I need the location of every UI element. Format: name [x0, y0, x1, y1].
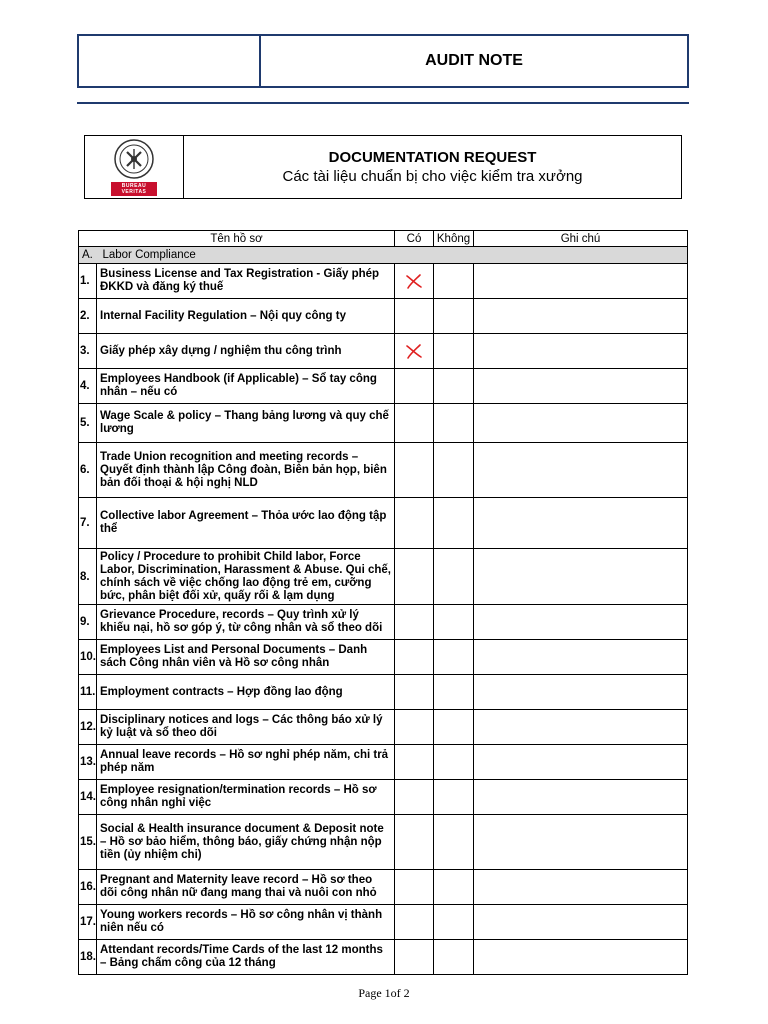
row-number: 5. — [79, 404, 97, 443]
row-yes-cell[interactable] — [395, 443, 434, 498]
row-yes-cell[interactable] — [395, 264, 434, 299]
row-yes-cell[interactable] — [395, 815, 434, 870]
table-row — [79, 498, 688, 549]
row-yes-cell[interactable] — [395, 675, 434, 710]
header-notes: Ghi chú — [474, 231, 688, 247]
row-number: 1. — [79, 264, 97, 299]
row-number: 10. — [79, 640, 97, 675]
table-row — [79, 940, 688, 975]
header-no: Không — [434, 231, 474, 247]
row-number: 14. — [79, 780, 97, 815]
audit-note-title: AUDIT NOTE — [425, 52, 523, 69]
row-note-cell[interactable] — [474, 369, 688, 404]
table-header-row — [79, 231, 688, 247]
bureau-veritas-logo — [85, 136, 184, 198]
row-document-name: Giấy phép xây dựng / nghiệm thu công trình — [97, 334, 395, 369]
row-no-cell[interactable] — [434, 264, 474, 299]
header-blank-cell — [79, 36, 261, 86]
row-document-name: Internal Facility Regulation – Nội quy công ty — [97, 299, 395, 334]
row-document-name: Social & Health insurance document & Deposit note – Hồ sơ bảo hiểm, thông báo, giấy chứng nhận nộp tiền (ủy nhiệm chi) — [97, 815, 395, 870]
section-label-cell — [79, 247, 688, 264]
row-note-cell[interactable] — [474, 745, 688, 780]
table-row — [79, 640, 688, 675]
table-row — [79, 549, 688, 605]
row-number: 4. — [79, 369, 97, 404]
header-yes: Có — [395, 231, 434, 247]
row-number: 15. — [79, 815, 97, 870]
row-number: 6. — [79, 443, 97, 498]
row-note-cell[interactable] — [474, 780, 688, 815]
row-number: 2. — [79, 299, 97, 334]
row-document-name: Disciplinary notices and logs – Các thông báo xử lý kỷ luật và sổ theo dõi — [97, 710, 395, 745]
row-no-cell[interactable] — [434, 299, 474, 334]
table-row — [79, 905, 688, 940]
row-yes-cell[interactable] — [395, 640, 434, 675]
row-note-cell[interactable] — [474, 404, 688, 443]
documentation-request-box — [84, 135, 682, 199]
row-no-cell[interactable] — [434, 815, 474, 870]
table-row — [79, 443, 688, 498]
row-number: 3. — [79, 334, 97, 369]
row-note-cell[interactable] — [474, 549, 688, 605]
row-yes-cell[interactable] — [395, 605, 434, 640]
row-document-name: Employment contracts – Hợp đồng lao động — [97, 675, 395, 710]
table-row — [79, 404, 688, 443]
row-note-cell[interactable] — [474, 710, 688, 745]
documentation-request-subtitle: Các tài liệu chuẩn bị cho việc kiểm tra xưởng — [282, 168, 583, 185]
row-note-cell[interactable] — [474, 675, 688, 710]
section-label: Labor Compliance — [102, 249, 196, 261]
audit-note-header — [77, 34, 689, 88]
table-row — [79, 745, 688, 780]
row-document-name: Pregnant and Maternity leave record – Hồ sơ theo dõi công nhân nữ đang mang thai và nuôi con nhỏ — [97, 870, 395, 905]
row-yes-cell[interactable] — [395, 404, 434, 443]
row-note-cell[interactable] — [474, 940, 688, 975]
row-document-name: Trade Union recognition and meeting records – Quyết định thành lập Công đoàn, Biên bản họp, biên bản đối thoại & hội nghị NLD — [97, 443, 395, 498]
row-no-cell[interactable] — [434, 745, 474, 780]
row-note-cell[interactable] — [474, 334, 688, 369]
row-note-cell[interactable] — [474, 299, 688, 334]
row-document-name: Employee resignation/termination records – Hồ sơ công nhân nghỉ việc — [97, 780, 395, 815]
section-row-labor-compliance — [79, 247, 688, 264]
row-document-name: Collective labor Agreement – Thỏa ước lao động tập thể — [97, 498, 395, 549]
logo-red-band — [111, 182, 157, 196]
row-no-cell[interactable] — [434, 404, 474, 443]
row-yes-cell[interactable] — [395, 549, 434, 605]
red-x-mark-icon — [404, 342, 424, 360]
row-yes-cell[interactable] — [395, 745, 434, 780]
row-document-name: Young workers records – Hồ sơ công nhân vị thành niên nếu có — [97, 905, 395, 940]
row-number: 16. — [79, 870, 97, 905]
row-yes-cell[interactable] — [395, 870, 434, 905]
row-number: 18. — [79, 940, 97, 975]
row-number: 17. — [79, 905, 97, 940]
row-note-cell[interactable] — [474, 640, 688, 675]
row-yes-cell[interactable] — [395, 780, 434, 815]
table-row — [79, 870, 688, 905]
section-letter: A. — [82, 249, 93, 261]
row-yes-cell[interactable] — [395, 710, 434, 745]
row-yes-cell[interactable] — [395, 334, 434, 369]
row-note-cell[interactable] — [474, 870, 688, 905]
logo-text-bureau: BUREAU — [121, 183, 147, 189]
table-row — [79, 369, 688, 404]
row-no-cell[interactable] — [434, 640, 474, 675]
row-no-cell[interactable] — [434, 334, 474, 369]
row-yes-cell[interactable] — [395, 905, 434, 940]
table-row — [79, 780, 688, 815]
row-document-name: Business License and Tax Registration - Giấy phép ĐKKD và đăng ký thuế — [97, 264, 395, 299]
row-no-cell[interactable] — [434, 443, 474, 498]
table-row — [79, 675, 688, 710]
row-document-name: Policy / Procedure to prohibit Child labor, Force Labor, Discrimination, Harassment & Abuse. Qui chế, chính sách về việc chống lao động trẻ em, cưỡng bức, phân biệt đối xử, quấy rối & lạm dụng — [97, 549, 395, 605]
row-no-cell[interactable] — [434, 940, 474, 975]
logo-text-veritas: VERITAS — [121, 189, 147, 195]
row-no-cell[interactable] — [434, 905, 474, 940]
row-note-cell[interactable] — [474, 815, 688, 870]
header-document-name: Tên hồ sơ — [79, 231, 395, 247]
row-yes-cell[interactable] — [395, 940, 434, 975]
row-note-cell[interactable] — [474, 605, 688, 640]
row-number: 13. — [79, 745, 97, 780]
table-row — [79, 710, 688, 745]
row-yes-cell[interactable] — [395, 299, 434, 334]
row-note-cell[interactable] — [474, 498, 688, 549]
row-no-cell[interactable] — [434, 780, 474, 815]
row-no-cell[interactable] — [434, 605, 474, 640]
document-checklist-table — [78, 230, 688, 975]
table-row — [79, 299, 688, 334]
row-document-name: Employees List and Personal Documents – Danh sách Công nhân viên và Hồ sơ công nhân — [97, 640, 395, 675]
row-no-cell[interactable] — [434, 870, 474, 905]
row-note-cell[interactable] — [474, 264, 688, 299]
documentation-request-text — [184, 136, 681, 198]
table-row — [79, 815, 688, 870]
logo-seal-icon — [113, 138, 155, 180]
row-note-cell[interactable] — [474, 905, 688, 940]
row-note-cell[interactable] — [474, 443, 688, 498]
row-document-name: Annual leave records – Hồ sơ nghỉ phép năm, chi trả phép năm — [97, 745, 395, 780]
header-divider — [77, 102, 689, 104]
row-yes-cell[interactable] — [395, 369, 434, 404]
row-document-name: Employees Handbook (if Applicable) – Sổ tay công nhân – nếu có — [97, 369, 395, 404]
row-number: 7. — [79, 498, 97, 549]
row-document-name: Grievance Procedure, records – Quy trình xử lý khiếu nại, hồ sơ góp ý, từ công nhân và sổ theo dõi — [97, 605, 395, 640]
row-no-cell[interactable] — [434, 369, 474, 404]
row-no-cell[interactable] — [434, 549, 474, 605]
row-no-cell[interactable] — [434, 675, 474, 710]
page-number: Page 1of 2 — [358, 986, 410, 1000]
row-document-name: Wage Scale & policy – Thang bảng lương và quy chế lương — [97, 404, 395, 443]
row-no-cell[interactable] — [434, 498, 474, 549]
row-no-cell[interactable] — [434, 710, 474, 745]
table-row — [79, 264, 688, 299]
row-number: 9. — [79, 605, 97, 640]
row-number: 8. — [79, 549, 97, 605]
row-document-name: Attendant records/Time Cards of the last 12 months – Bảng chấm công của 12 tháng — [97, 940, 395, 975]
table-row — [79, 605, 688, 640]
table-row — [79, 334, 688, 369]
row-number: 11. — [79, 675, 97, 710]
row-yes-cell[interactable] — [395, 498, 434, 549]
documentation-request-title: DOCUMENTATION REQUEST — [328, 149, 537, 166]
red-x-mark-icon — [404, 272, 424, 290]
row-number: 12. — [79, 710, 97, 745]
